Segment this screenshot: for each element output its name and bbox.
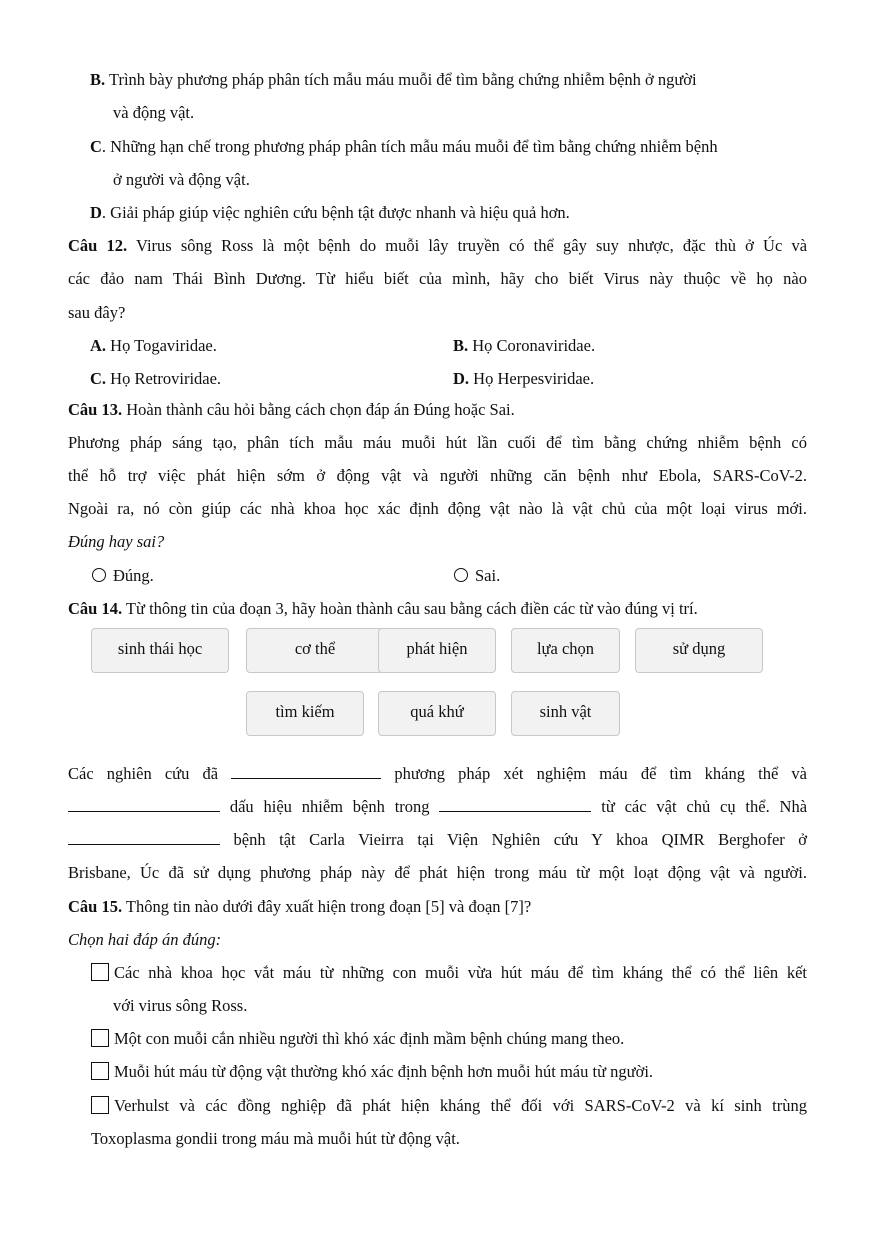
q14-sentence-1: Các nghiên cứu đã phương pháp xét nghiệm máu để tìm kháng thể và — [68, 764, 807, 783]
q15-prompt: Chọn hai đáp án đúng: — [68, 930, 222, 949]
q12-line-2: các đảo nam Thái Bình Dương. Từ hiểu biết của mình, hãy cho biết Virus này thuộc về họ nào — [68, 269, 807, 288]
q12-label: Câu 12. — [68, 236, 128, 255]
q14-sentence-4: Brisbane, Úc đã sử dụng phương pháp này để phát hiện trong máu từ một loạt động vật và người. — [68, 863, 807, 882]
q11-option-b-cont: và động vật. — [113, 103, 195, 122]
word-chip[interactable]: sinh vật — [511, 691, 620, 736]
q12-option-b[interactable]: B. Họ Coronaviridae. — [453, 336, 596, 355]
q13-instruction: Câu 13. Hoàn thành câu hỏi bằng cách chọn đáp án Đúng hoặc Sai. — [68, 400, 515, 419]
checkbox-icon[interactable] — [91, 1062, 109, 1080]
q13-line-1: Phương pháp sáng tạo, phân tích mẫu máu muỗi hút lần cuối để tìm bằng chứng nhiễm bệnh có — [68, 433, 807, 452]
q15-option-3[interactable]: Muỗi hút máu từ động vật thường khó xác định bệnh hơn muỗi hút máu từ người. — [91, 1062, 653, 1082]
q15-option-2[interactable]: Một con muỗi cắn nhiều người thì khó xác định mầm bệnh chúng mang theo. — [91, 1029, 624, 1049]
blank-3[interactable] — [439, 797, 591, 812]
checkbox-icon[interactable] — [91, 1029, 109, 1047]
q14-instruction: Câu 14. Từ thông tin của đoạn 3, hãy hoàn thành câu sau bằng cách điền các từ vào đúng vị trí. — [68, 599, 698, 618]
q15-question: Câu 15. Thông tin nào dưới đây xuất hiện trong đoạn [5] và đoạn [7]? — [68, 897, 532, 916]
word-chip[interactable]: lựa chọn — [511, 628, 620, 673]
q12-line-3: sau đây? — [68, 303, 126, 322]
q15-option-4-cont: Toxoplasma gondii trong máu mà muỗi hút từ động vật. — [91, 1129, 460, 1148]
q13-label: Câu 13. — [68, 400, 123, 419]
word-chip[interactable]: tìm kiếm — [246, 691, 364, 736]
q12-option-d[interactable]: D. Họ Herpesviridae. — [453, 369, 595, 388]
q14-sentence-3: bệnh tật Carla Vieirra tại Viện Nghiên cứu Y khoa QIMR Berghofer ở — [68, 830, 807, 850]
q13-true-option[interactable]: Đúng. — [92, 566, 154, 586]
q12-option-a[interactable]: A. Họ Togaviridae. — [90, 336, 217, 355]
q11-option-c: C. Những hạn chế trong phương pháp phân tích mẫu máu muỗi để tìm bằng chứng nhiễm bệnh — [90, 137, 718, 156]
false-radio-icon[interactable] — [454, 568, 468, 582]
q13-line-3: Ngoài ra, nó còn giúp các nhà khoa học xác định động vật nào là vật chủ của một loại virus mới. — [68, 499, 807, 518]
q11-option-d: D. Giải pháp giúp việc nghiên cứu bệnh tật được nhanh và hiệu quả hơn. — [90, 203, 570, 222]
checkbox-icon[interactable] — [91, 1096, 109, 1114]
blank-4[interactable] — [68, 830, 220, 845]
true-radio-icon[interactable] — [92, 568, 106, 582]
q13-prompt: Đúng hay sai? — [68, 532, 165, 551]
blank-1[interactable] — [231, 764, 381, 779]
word-chip[interactable]: sinh thái học — [91, 628, 229, 673]
q12-option-c[interactable]: C. Họ Retroviridae. — [90, 369, 222, 388]
checkbox-icon[interactable] — [91, 963, 109, 981]
q14-sentence-2: dấu hiệu nhiễm bệnh trong từ các vật chủ cụ thể. Nhà — [68, 797, 807, 817]
q15-option-4[interactable]: Verhulst và các đồng nghiệp đã phát hiện kháng thể đối với SARS-CoV-2 và kí sinh trùng — [91, 1096, 807, 1116]
word-chip[interactable]: cơ thể — [246, 628, 384, 673]
q11-option-c-cont: ở người và động vật. — [113, 170, 250, 189]
q13-line-2: thể hỗ trợ việc phát hiện sớm ở động vật và người những căn bệnh như Ebola, SARS-CoV-2. — [68, 466, 807, 485]
q15-option-1[interactable]: Các nhà khoa học vắt máu từ những con muỗi vừa hút máu để tìm kháng thể có thể liên kết — [91, 963, 807, 983]
q13-false-option[interactable]: Sai. — [454, 566, 500, 586]
q15-option-1-cont: với virus sông Ross. — [113, 996, 248, 1015]
word-chip[interactable]: sử dụng — [635, 628, 763, 673]
blank-2[interactable] — [68, 797, 220, 812]
q15-label: Câu 15. — [68, 897, 123, 916]
word-chip[interactable]: quá khứ — [378, 691, 496, 736]
q14-label: Câu 14. — [68, 599, 123, 618]
word-chip[interactable]: phát hiện — [378, 628, 496, 673]
q11-option-b: B. Trình bày phương pháp phân tích mẫu máu muỗi để tìm bằng chứng nhiễm bệnh ở người — [90, 70, 697, 89]
q12-line-1: Câu 12. Virus sông Ross là một bệnh do muỗi lây truyền có thể gây suy nhược, đặc thù ở Úc và — [68, 236, 808, 255]
